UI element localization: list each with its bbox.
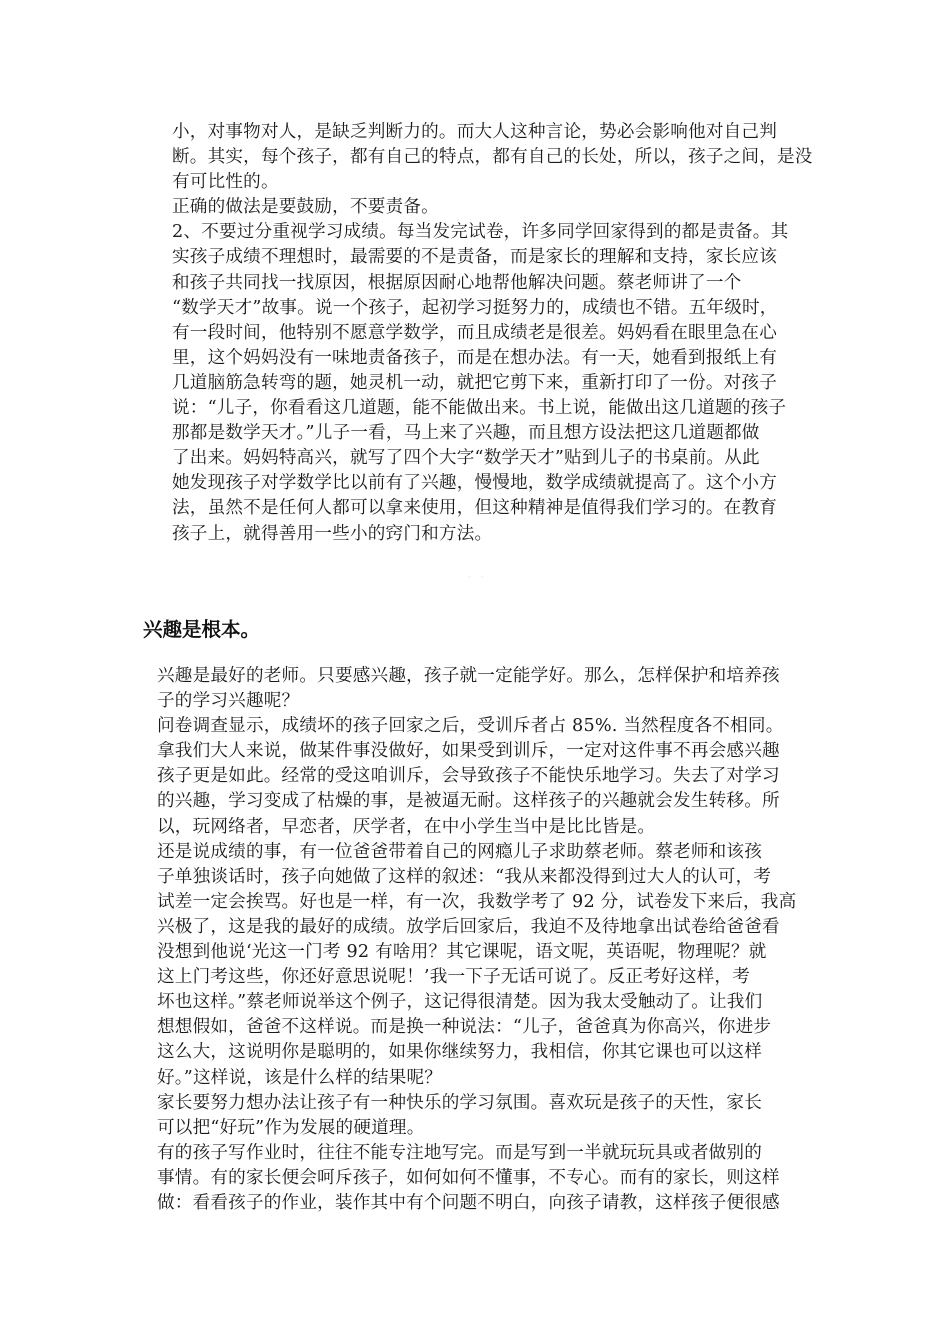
text-line: 的兴趣，学习变成了枯燥的事，是被逼无耐。这样孩子的兴趣就会发生转移。所 [157,791,780,812]
body-text-section-a [172,120,812,547]
text-line: 有可比性的。 [172,172,279,193]
text-line: 正确的做法是要鼓励，不要责备。 [172,197,439,218]
text-line: 可以把“好玩”作为发展的硬道理。 [157,1117,425,1138]
text-line: 断。其实，每个孩子，都有自己的特点，都有自己的长处，所以，孩子之间，是没 [172,147,813,168]
text-line: 小，对事物对人，是缺乏判断力的。而大人这种言论，势必会影响他对自己判 [172,122,777,142]
text-line: 坏也这样。”蔡老师说举这个例子，这记得很清楚。因为我太受触动了。让我们 [157,992,763,1013]
text-line: 里，这个妈妈没有一味地责备孩子，而是在想办法。有一天，她看到报纸上有 [172,347,777,368]
text-line: 孩子更是如此。经常的受这咱训斥，会导致孩子不能快乐地学习。失去了对学习 [157,766,780,787]
text-line: 事情。有的家长便会呵斥孩子，如何如何不懂事，不专心。而有的家长，则这样 [157,1167,780,1188]
text-line: 和孩子共同找一找原因，根据原因耐心地帮他解决问题。蔡老师讲了一个 [172,272,742,293]
text-line: 孩子上，就得善用一些小的窍门和方法。 [172,523,493,544]
text-line: 试差一定会挨骂。好也是一样，有一次，我数学考了 92 分，试卷发下来后，我高 [157,891,797,912]
text-line: 兴趣是最好的老师。只要感兴趣，孩子就一定能学好。那么，怎样保护和培养孩 [157,666,780,686]
text-line: 没想到他说‘光这一门考 92 有啥用？其它课呢，语文呢，英语呢，物理呢？就 [157,942,767,963]
text-line: 那都是数学天才。”儿子一看，马上来了兴趣，而且想方设法把这几道题都做 [172,423,760,444]
text-line: 做：看看孩子的作业，装作其中有个问题不明白，向孩子请教，这样孩子便很感 [157,1192,780,1213]
text-line: 她发现孩子对学数学比以前有了兴趣，慢慢地，数学成绩就提高了。这个小方 [172,473,777,494]
faint-divider-mark: - - [468,572,488,581]
text-line: 家长要努力想办法让孩子有一种快乐的学习氛围。喜欢玩是孩子的天性，家长 [157,1092,762,1113]
text-line: 有一段时间，他特别不愿意学数学，而且成绩老是很差。妈妈看在眼里急在心 [172,322,777,343]
text-line: 说：“儿子，你看看这几道题，能不能做出来。书上说，能做出这几道题的孩子 [172,398,787,419]
text-line: 拿我们大人来说，做某件事没做好，如果受到训斥，一定对这件事不再会感兴趣 [157,741,780,762]
text-line: 想想假如，爸爸不这样说。而是换一种说法：“儿子，爸爸真为你高兴，你进步 [157,1017,772,1038]
text-line: 好。”这样说，该是什么样的结果呢？ [157,1067,443,1088]
text-line: 有的孩子写作业时，往往不能专注地写完。而是写到一半就玩玩具或者做别的 [157,1142,762,1163]
text-line: 还是说成绩的事，有一位爸爸带着自己的网瘾儿子求助蔡老师。蔡老师和该孩 [157,841,762,862]
text-line: 问卷调查显示，成绩坏的孩子回家之后，受训斥者占 85%. 当然程度各不相同。 [157,716,784,737]
text-line: 2、不要过分重视学习成绩。每当发完试卷，许多同学回家得到的都是责备。其 [172,222,789,243]
text-line: 子的学习兴趣呢？ [157,691,300,712]
text-line: 实孩子成绩不理想时，最需要的不是责备，而是家长的理解和支持，家长应该 [172,247,777,268]
text-line: 以，玩网络者，早恋者，厌学者，在中小学生当中是比比皆是。 [157,816,656,837]
text-line: 了出来。妈妈特高兴，就写了四个大字“数学天才”贴到儿子的书桌前。从此 [172,448,760,469]
body-text-section-b [157,664,812,1216]
text-line: 法，虽然不是任何人都可以拿来使用，但这种精神是值得我们学习的。在教育 [172,498,777,519]
text-line: 兴极了，这是我的最好的成绩。放学后回家后，我迫不及待地拿出试卷给爸爸看 [157,916,780,937]
text-line: “数学天才”故事。说一个孩子，起初学习挺努力的，成绩也不错。五年级时， [172,297,778,318]
text-line: 子单独谈话时，孩子向她做了这样的叙述：“我从来都没得到过大人的认可，考 [157,866,772,887]
text-line: 几道脑筋急转弯的题，她灵机一动，就把它剪下来，重新打印了一份。对孩子 [172,372,777,393]
text-line: 这上门考这些，你还好意思说呢！’我一下子无话可说了。反正考好这样，考 [157,967,750,988]
section-heading: 兴趣是根本。 [143,618,261,641]
text-line: 这么大，这说明你是聪明的，如果你继续努力，我相信，你其它课也可以这样 [157,1042,762,1063]
